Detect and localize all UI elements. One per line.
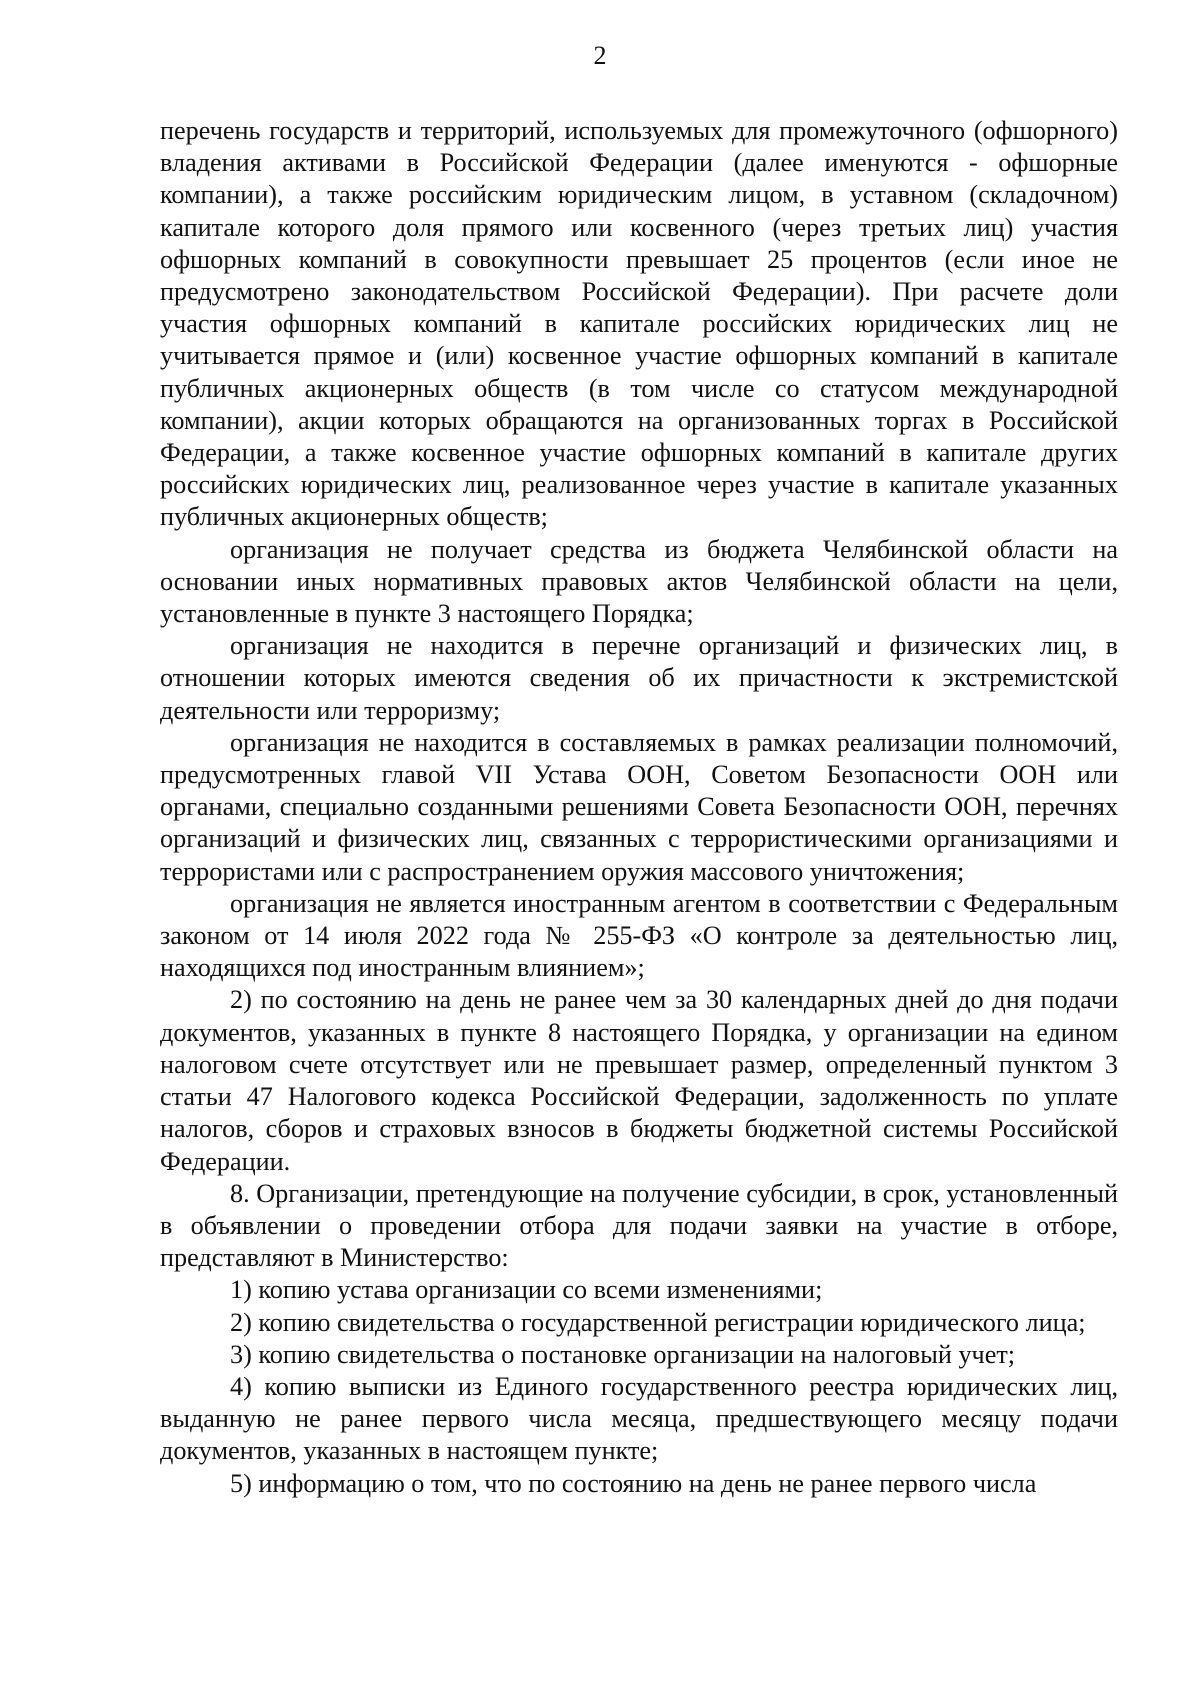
list-item: 2) копию свидетельства о государственной регистрации юридического лица; [230, 1307, 1086, 1337]
list-item: 5) информацию о том, что по состоянию на день не ранее первого числа [230, 1468, 1037, 1498]
document-body [160, 115, 1118, 1500]
paragraph: организация не находится в перечне организаций и физических лиц, в отношении которых имеются сведения об их причастности к экстремистской деятельности или терроризму; [160, 631, 1118, 725]
page-number: 2 [593, 41, 607, 70]
list-item: 1) копию устава организации со всеми изменениями; [230, 1275, 823, 1305]
paragraph: организация не является иностранным агентом в соответствии с Федеральным законом от 14 июля 2022 года № 255-ФЗ «О контроле за деятельностью лиц, находящихся под иностранным влиянием»; [160, 888, 1118, 983]
paragraph: 8. Организации, претендующие на получение субсидии, в срок, установленный в объявлении о проведении отбора для подачи заявки на участие в отборе, представляют в Министерство: [160, 1178, 1118, 1273]
paragraph: 2) по состоянию на день не ранее чем за 30 календарных дней до дня подачи документов, указанных в пункте 8 настоящего Порядка, у организации на едином налоговом счете отсутствует или не превышает размер, определенный пунктом 3 статьи 47 Налогового кодекса Российской Федерации, задолженность по уплате налогов, сборов и страховых взносов в бюджеты бюджетной системы Российской Федерации. [160, 985, 1118, 1176]
paragraph: перечень государств и территорий, используемых для промежуточного (офшорного) владения активами в Российской Федерации (далее именуются - офшорные компании), а также российским юридическим лицом, в уставном (складочном) капитале которого доля прямого или косвенного (через третьих лиц) участия офшорных компаний в совокупности превышает 25 процентов (если иное не предусмотрено законодательством Российской Федерации). При расчете доли участия офшорных компаний в капитале российских юридических лиц не учитывается прямое и (или) косвенное участие офшорных компаний в капитале публичных акционерных обществ (в том числе со статусом международной компании), акции которых обращаются на организованных торгах в Российской Федерации, а также косвенное участие офшорных компаний в капитале других российских юридических лиц, реализованное через участие в капитале указанных публичных акционерных обществ; [160, 116, 1118, 532]
paragraph: организация не находится в составляемых в рамках реализации полномочий, предусмотренных главой VII Устава ООН, Советом Безопасности ООН или органами, специально созданными решениями Совета Безопасности ООН, перечнях организаций и физических лиц, связанных с террористическими организациями и террористами или с распространением оружия массового уничтожения; [160, 727, 1118, 886]
paragraph: организация не получает средства из бюджета Челябинской области на основании иных нормативных правовых актов Челябинской области на цели, установленные в пункте 3 настоящего Порядка; [160, 534, 1118, 629]
list-item: 4) копию выписки из Единого государственного реестра юридических лиц, выданную не ранее первого числа месяца, предшествующего месяцу подачи документов, указанных в настоящем пункте; [160, 1371, 1118, 1466]
list-item: 3) копию свидетельства о постановке организации на налоговый учет; [230, 1339, 1016, 1369]
